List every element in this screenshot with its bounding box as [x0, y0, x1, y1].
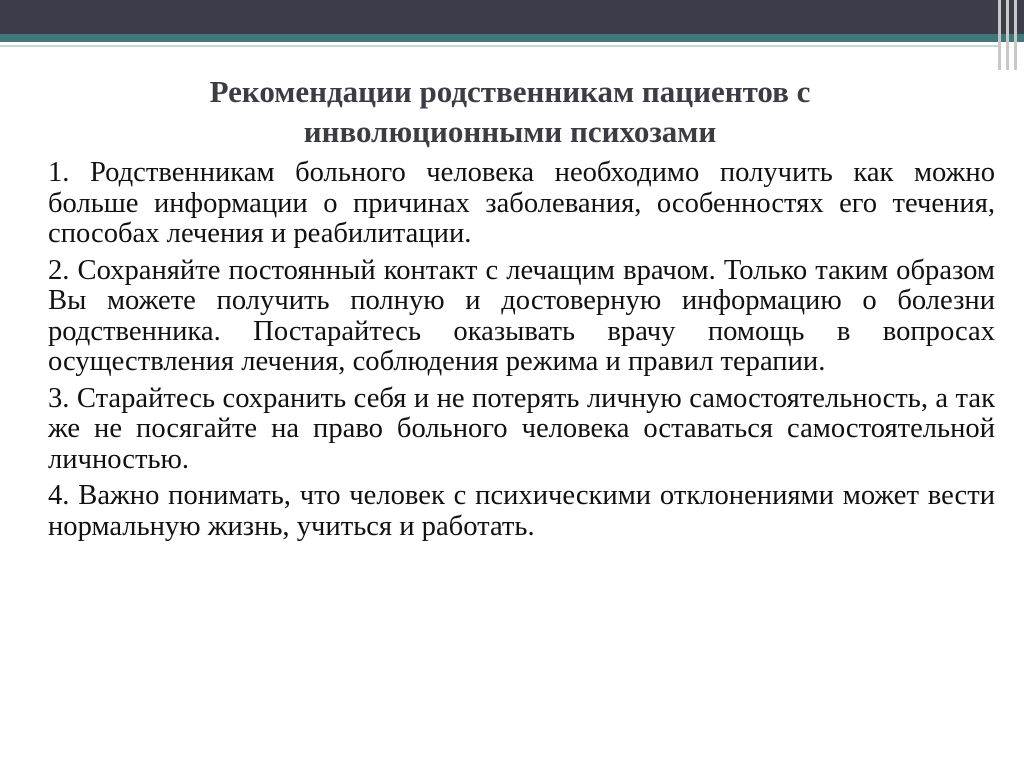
top-decor-bar: [0, 0, 1024, 34]
recommendation-1: 1. Родственникам больного человека необходимо получить как можно больше информации о причинах заболевания, особенностях его течения, способах лечения и реабилитации.: [48, 157, 995, 249]
recommendation-3: 3. Старайтесь сохранить себя и не потерять личную самостоятельность, а так же не посягайте на право больного человека оставаться самостоятельной личностью.: [48, 382, 995, 475]
top-thin-line: [0, 45, 1000, 47]
slide-title: [60, 72, 960, 152]
top-accent-stripe: [0, 34, 1024, 42]
recommendation-2: 2. Сохраняйте постоянный контакт с лечащим врачом. Только таким образом Вы можете получить полную и достоверную информацию о болезни родственника. Постарайтесь оказывать врачу помощь в вопросах осуществления лечения, соблюдения режима и правил терапии.: [48, 254, 995, 377]
slide-body: [48, 158, 995, 548]
recommendation-4: 4. Важно понимать, что человек с психическими отклонениями может вести нормальную жизнь, учиться и работать.: [48, 480, 995, 542]
title-line-2: инволюционными психозами: [303, 114, 717, 149]
title-line-1: Рекомендации родственникам пациентов с: [209, 74, 811, 109]
corner-stripes-decor: [994, 0, 1024, 70]
